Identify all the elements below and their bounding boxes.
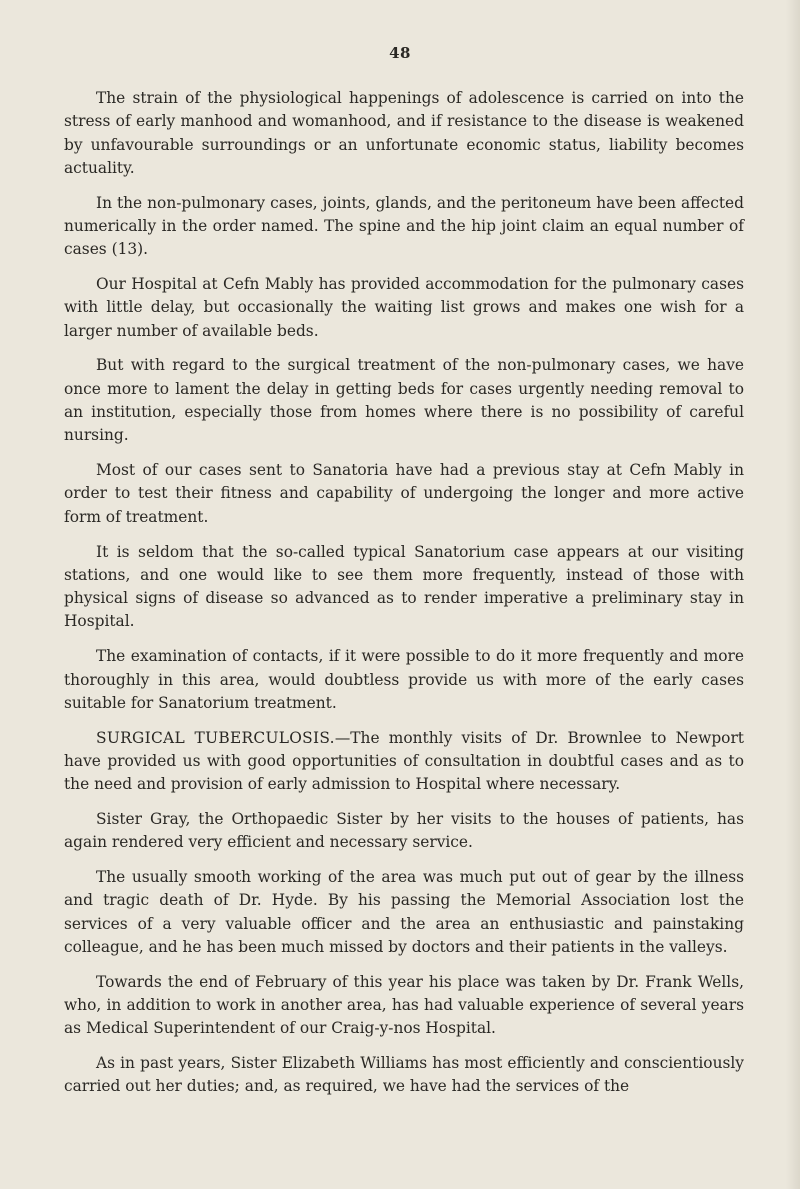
paragraph-surgical-tuberculosis-text: —The monthly visits of Dr. Brownlee to Newport have provided us with good opportunities of consultation in doubtful cases and as to the need and provision of early admission to Hospital where necessary. <box>64 728 744 794</box>
paragraph-sister-elizabeth-williams: As in past years, Sister Elizabeth Williams has most efficiently and conscientiously carried out her duties; and, as required, we have had the services of the <box>64 1054 744 1096</box>
paragraph-examination-of-contacts: The examination of contacts, if it were possible to do it more frequently and more thoroughly in this area, would doubtless provide us with more of the early cases suitable for Sanatorium treatment. <box>64 647 744 712</box>
paragraph-surgical-tuberculosis <box>64 727 744 797</box>
page-edge-shadow <box>786 0 800 1189</box>
paragraph-surgical-treatment-delay: But with regard to the surgical treatment of the non-pulmonary cases, we have once more to lament the delay in getting beds for cases urgently needing removal to an institution, especially those from homes where there is no possibility of careful nursing. <box>64 356 744 445</box>
paragraph-dr-frank-wells: Towards the end of February of this year his place was taken by Dr. Frank Wells, who, in addition to work in another area, has had valuable experience of several years as Medical Superintendent of our Craig-y-nos Hospital. <box>64 972 744 1038</box>
paragraph-non-pulmonary-cases: In the non-pulmonary cases, joints, glands, and the peritoneum have been affected numerically in the order named. The spine and the hip joint claim an equal number of cases (13). <box>64 193 744 259</box>
page-number: 48 <box>389 44 411 62</box>
paragraph-adolescence: The strain of the physiological happenings of adolescence is carried on into the stress of early manhood and womanhood, and if resistance to the disease is weakened by unfavourable surroundings or an unfortunate economic status, liability becomes actuality. <box>64 89 744 177</box>
body-text <box>64 87 744 1110</box>
paragraph-sanatoria-cases: Most of our cases sent to Sanatoria have had a previous stay at Cefn Mably in order to test their fitness and capability of undergoing the longer and more active form of treatment. <box>64 461 744 526</box>
paragraph-sister-gray: Sister Gray, the Orthopaedic Sister by her visits to the houses of patients, has again rendered very efficient and necessary service. <box>64 810 744 852</box>
paragraph-cefn-mably-hospital: Our Hospital at Cefn Mably has provided accommodation for the pulmonary cases with little delay, but occasionally the waiting list grows and makes one wish for a larger number of available beds. <box>64 275 744 340</box>
section-heading-surgical-tuberculosis: SURGICAL TUBERCULOSIS. <box>96 728 335 747</box>
paragraph-typical-sanatorium-case: It is seldom that the so-called typical Sanatorium case appears at our visiting stations, and one would like to see them more frequently, instead of those with physical signs of disease so advanced as to render imperative a preliminary stay in Hospital. <box>64 542 744 631</box>
paragraph-dr-hyde: The usually smooth working of the area was much put out of gear by the illness and tragic death of Dr. Hyde. By his passing the Memorial Association lost the services of a very valuable officer and the area an enthusiastic and painstaking colleague, and he has been much missed by doctors and their patients in the valleys. <box>64 868 744 956</box>
